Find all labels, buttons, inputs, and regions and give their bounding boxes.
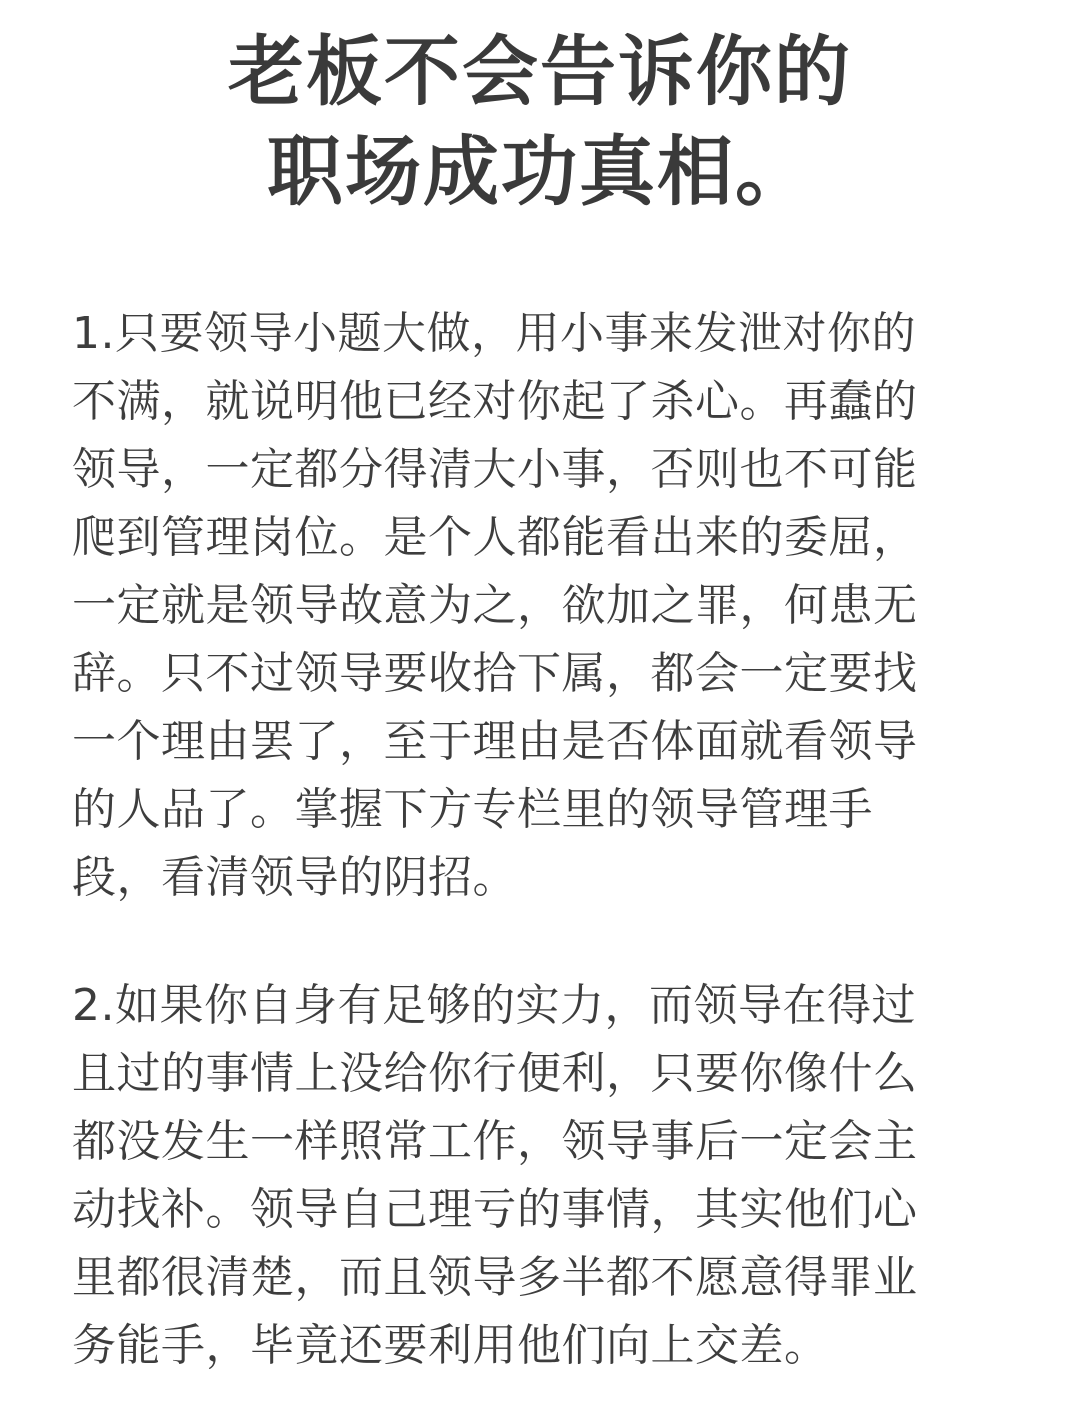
title-line: 老板不会告诉你的 xyxy=(228,27,852,116)
paragraph-line: 辞。只不过领导要收拾下属，都会一定要找 xyxy=(72,648,918,699)
paragraph-line: 爬到管理岗位。是个人都能看出来的委屈， xyxy=(72,512,918,563)
paragraph-line: 段，看清领导的阴招。 xyxy=(72,852,517,903)
paragraph-2 xyxy=(72,972,982,1380)
paragraph-line: 且过的事情上没给你行便利，只要你像什么 xyxy=(72,1048,918,1099)
paragraph-line: 一定就是领导故意为之，欲加之罪，何患无 xyxy=(72,580,918,631)
article-title xyxy=(0,22,1080,222)
paragraph-line: 务能手，毕竟还要利用他们向上交差。 xyxy=(72,1320,829,1371)
paragraph-line: 一个理由罢了，至于理由是否体面就看领导 xyxy=(72,716,918,767)
paragraph-line: 领导，一定都分得清大小事，否则也不可能 xyxy=(72,444,918,495)
paragraph-line: 1.只要领导小题大做，用小事来发泄对你的 xyxy=(72,308,916,359)
title-line: 职场成功真相。 xyxy=(267,127,813,216)
paragraph-line: 里都很清楚，而且领导多半都不愿意得罪业 xyxy=(72,1252,918,1303)
paragraph-line: 的人品了。掌握下方专栏里的领导管理手 xyxy=(72,784,873,835)
paragraph-1 xyxy=(72,300,982,912)
paragraph-line: 不满，就说明他已经对你起了杀心。再蠢的 xyxy=(72,376,918,427)
paragraph-line: 动找补。领导自己理亏的事情，其实他们心 xyxy=(72,1184,918,1235)
paragraph-line: 都没发生一样照常工作，领导事后一定会主 xyxy=(72,1116,918,1167)
paragraph-line: 2.如果你自身有足够的实力，而领导在得过 xyxy=(72,980,916,1031)
